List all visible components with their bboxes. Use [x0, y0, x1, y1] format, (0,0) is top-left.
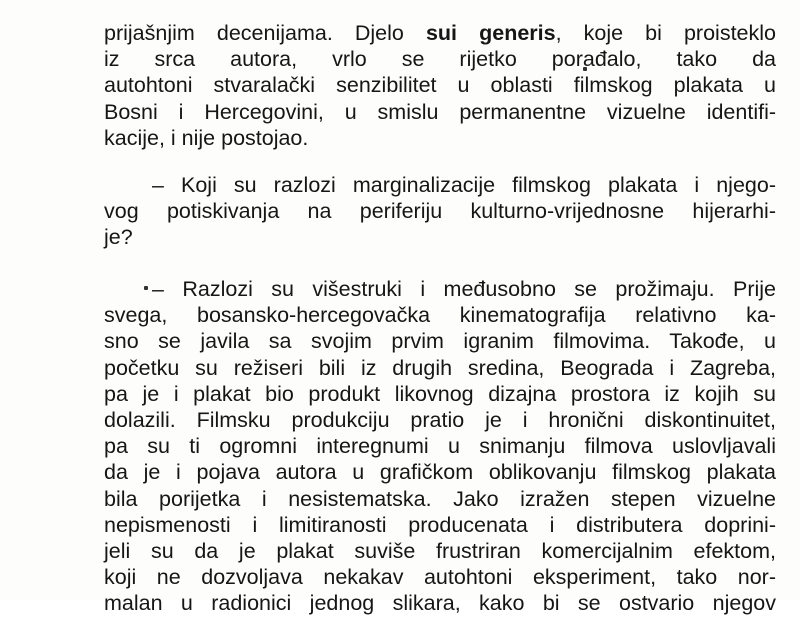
- text-line: svega, bosansko-hercegovačka kinematografija relativno ka-: [104, 303, 776, 328]
- text-line: [104, 20, 776, 46]
- text-line: je?: [104, 225, 133, 250]
- text-line: kacije, i nije postojao.: [104, 125, 309, 150]
- text-run: prijašnjim decenijama. Djelo: [104, 21, 426, 45]
- text-line: iz srca autora, vrlo se rijetko porađalo, tako da: [104, 47, 776, 72]
- text-line: – Razlozi su višestruki i međusobno se prožimaju. Prije: [152, 277, 776, 301]
- text-line: – Koji su razlozi marginalizacije filmskog plakata i njego-: [152, 173, 776, 197]
- text-line: sno se javila sa svojim prvim igranim filmovima. Takođe, u: [104, 329, 776, 354]
- paragraph-continuation: [104, 20, 776, 151]
- text-line: pa je i plakat bio produkt likovnog dizajna prostora iz kojih su: [104, 381, 776, 406]
- text-run: , koje bi proisteklo: [555, 21, 776, 45]
- text-line: da je i pojava autora u grafičkom oblikovanju filmskog plakata: [104, 460, 776, 485]
- interview-answer: [104, 276, 776, 617]
- text-line: malan u radionici jednog slikara, kako bi se ostvario njegov: [104, 591, 776, 616]
- text-line: Bosni i Hercegovini, u smislu permanentne vizuelne identifi-: [104, 99, 776, 124]
- bold-phrase: sui generis: [425, 21, 556, 45]
- text-line: nepismenosti i limitiranosti producenata i distributera doprini-: [104, 512, 776, 537]
- text-line: dolazili. Filmsku produkciju pratio je i hronični diskontinuitet,: [104, 408, 776, 433]
- interview-question: [104, 172, 776, 251]
- text-line: jeli su da je plakat suviše frustriran komercijalnim efektom,: [104, 539, 776, 564]
- text-line: koji ne dozvoljava nekakav autohtoni eksperiment, tako nor-: [104, 565, 776, 590]
- text-line: bila porijetka i nesistematska. Jako izražen stepen vizuelne: [104, 486, 776, 511]
- text-line: vog potiskivanja na periferiju kulturno-vrijednosne hijerarhi-: [104, 199, 776, 224]
- text-line: autohtoni stvaralački senzibilitet u oblasti filmskog plakata u: [104, 73, 776, 98]
- text-line: početku su režiseri bili iz drugih sredina, Beograda i Zagreba,: [104, 355, 776, 380]
- text-line: pa su ti ogromni interegnumi u snimanju filmova uslovljavali: [104, 434, 776, 459]
